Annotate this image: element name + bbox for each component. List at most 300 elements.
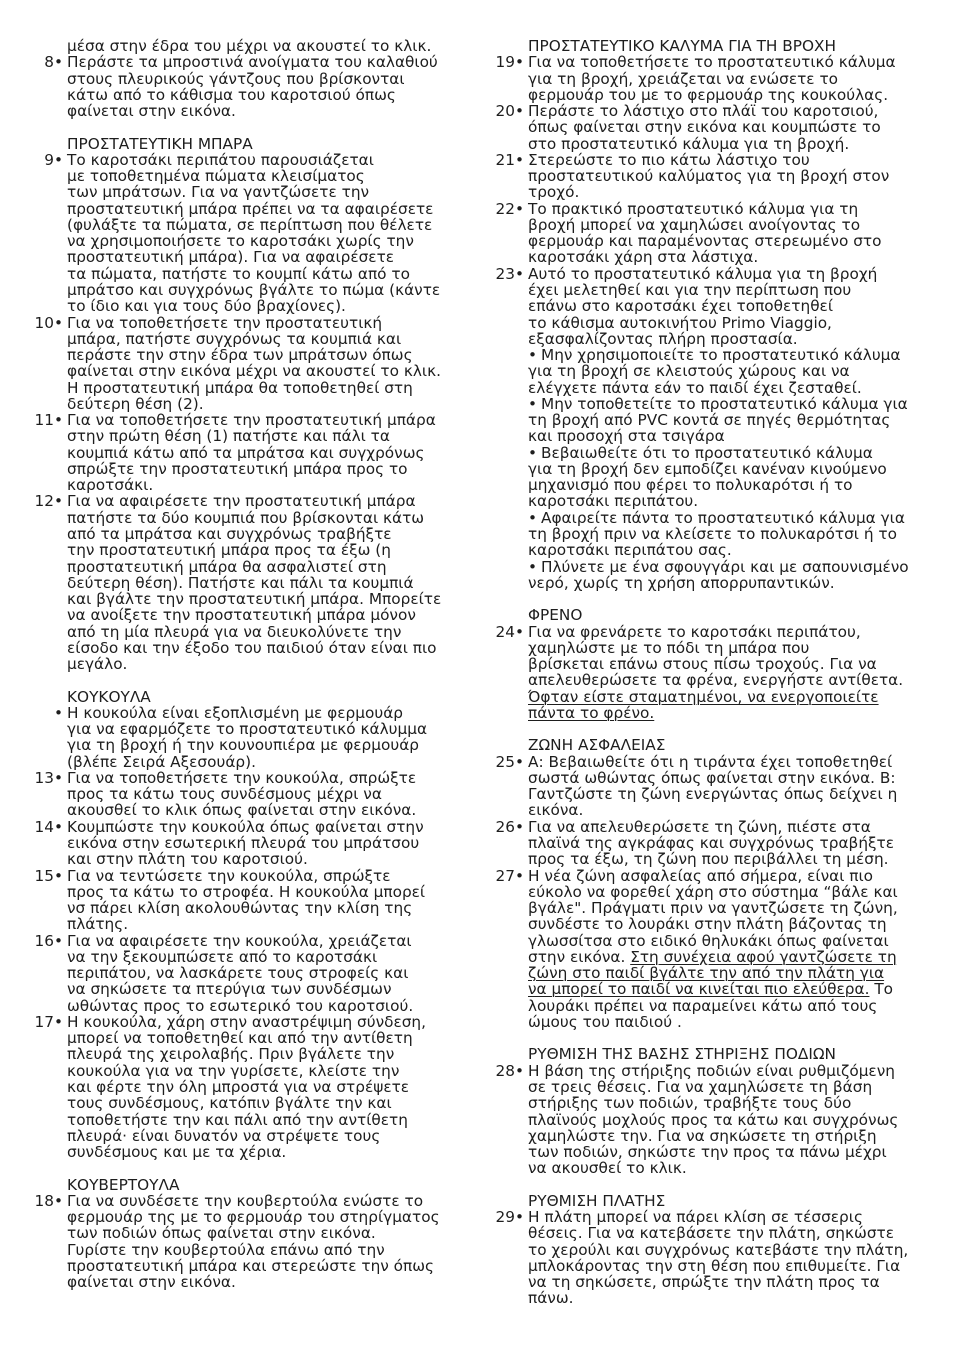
- text-line: [67, 868, 463, 884]
- text-line: [67, 851, 463, 867]
- line-text: μπράτσο και συγχρόνως βγάλτε το πώμα (κάντε: [67, 280, 441, 299]
- text-line: [67, 721, 463, 737]
- line-text: πατήστε τα δύο κουμπιά που βρίσκονται κάτω: [67, 508, 425, 527]
- text-line: [67, 461, 463, 477]
- line-text: στο προστατευτικό κάλυμα για τη βροχή.: [528, 134, 850, 153]
- line-text: Βεβαιωθείτε ότι το προστατευτικό κάλυμα: [541, 443, 873, 462]
- line-text: τους συνδέσμους, κατόπιν βγάλτε την και: [67, 1094, 392, 1113]
- text-line: [67, 249, 463, 265]
- step-marker: 18•: [34, 1191, 63, 1210]
- line-text: Η κουκούλα, χάρη στην αναστρέψιμη σύνδεση,: [67, 1012, 426, 1031]
- text-line: [528, 916, 924, 932]
- text-line: [67, 998, 463, 1014]
- text-line: [528, 266, 924, 282]
- line-text: Για να τοποθετήσετε την προστατευτική: [67, 313, 383, 332]
- line-text: μηχανισμό που φέρει το πολυκαρότσι ή το: [528, 476, 853, 495]
- text-line: [67, 559, 463, 575]
- line-text: να σηκώσετε τα πτερύγια των συνδέσμων: [67, 980, 392, 999]
- line-text: καροτσάκι.: [67, 476, 154, 495]
- instruction-step: [33, 54, 463, 119]
- line-text: πάνω.: [528, 1289, 574, 1308]
- instruction-step: [33, 315, 463, 413]
- text-line: [67, 900, 463, 916]
- text-line: [67, 152, 463, 168]
- text-line: [528, 770, 924, 786]
- text-line: [67, 298, 463, 314]
- text-line: [528, 1258, 924, 1274]
- step-marker: 27•: [495, 866, 524, 885]
- line-text: και προσοχή στα τσιγάρα: [528, 427, 725, 446]
- bullet-icon: •: [528, 394, 538, 413]
- text-line: [67, 266, 463, 282]
- section-heading: ΡΥΘΜΙΣΗ ΤΗΣ ΒΑΣΗΣ ΣΤΗΡΙΞΗΣ ΠΟΔΙΩΝ: [528, 1045, 836, 1064]
- line-text: Αφαιρείτε πάντα το προστατευτικό κάλυμα για: [541, 508, 905, 527]
- text-line: [67, 656, 463, 672]
- text-line: [528, 315, 924, 331]
- step-marker: 14•: [34, 817, 63, 836]
- text-line: [528, 428, 924, 444]
- bullet-icon: •: [528, 557, 538, 576]
- text-line: [528, 526, 924, 542]
- line-text: όπως φαίνεται στην εικόνα και κουμπώστε το: [528, 118, 881, 137]
- text-line: [67, 168, 463, 184]
- instruction-step: [33, 705, 463, 770]
- text-line: [67, 819, 463, 835]
- step-marker: •: [53, 703, 63, 722]
- line-text: βγάλε". Πράγματι πριν να γαντζώσετε τη ζώνη,: [528, 899, 898, 918]
- text-line: [528, 54, 924, 70]
- line-text: περάστε την στην έδρα των μπράτσων όπως: [67, 346, 413, 365]
- line-text: Αυτό το προστατευτικό κάλυμα για τη βροχή: [528, 264, 878, 283]
- step-marker: 29•: [495, 1208, 524, 1227]
- text-line: [528, 396, 924, 412]
- text-line: [67, 363, 463, 379]
- text-line: [528, 201, 924, 217]
- line-text: Πλύνετε με ένα σφουγγάρι και με σαπουνισμένο: [541, 557, 909, 576]
- line-text: να τη σηκώσετε, σπρώξτε την πλάτη προς τα: [528, 1273, 880, 1292]
- text-line: [528, 71, 924, 87]
- left-column: [33, 38, 463, 1290]
- text-line: [528, 380, 924, 396]
- text-line: [67, 1209, 463, 1225]
- line-text: πλαϊνούς μοχλούς προς τα κάτω και συγχρόνως: [528, 1110, 899, 1129]
- line-text: φαίνεται στην εικόνα.: [67, 102, 236, 121]
- line-text: κουμπιά κάτω από τα μπράτσα και συγχρόνως: [67, 443, 425, 462]
- step-marker: 19•: [495, 53, 524, 72]
- text-line: [528, 1225, 924, 1241]
- text-line: [528, 103, 924, 119]
- text-line: [67, 916, 463, 932]
- text-line: [67, 1079, 463, 1095]
- line-text: προστατευτικού καλύματος για τη βροχή στον: [528, 167, 890, 186]
- line-text: Για να τοποθετήσετε το προστατευτικό κάλυμα: [528, 53, 896, 72]
- text-line: [67, 884, 463, 900]
- line-text: Μην χρησιμοποιείτε το προστατευτικό κάλυμα: [541, 346, 901, 365]
- line-text: ακουσθεί το κλικ όπως φαίνεται στην εικόνα.: [67, 801, 417, 820]
- text-line: [528, 933, 924, 949]
- text-line: [67, 54, 463, 70]
- text-line: [67, 331, 463, 347]
- text-line: [528, 656, 924, 672]
- text-line: [67, 1144, 463, 1160]
- text-line: [67, 217, 463, 233]
- line-text: πλαϊνά της αγκράφας και συγχρόνως τραβήξτε: [528, 834, 895, 853]
- line-text: να ανοίξετε την προστατευτική μπάρα μόνον: [67, 606, 416, 625]
- text-line: [528, 900, 924, 916]
- instruction-step: [494, 54, 924, 103]
- text-line: [67, 591, 463, 607]
- line-text: εξασφαλίζοντας πλήρη προστασία.: [528, 329, 798, 348]
- line-text: Περάστε τα μπροστινά ανοίγματα του καλαθιού: [67, 53, 438, 72]
- text-line: [67, 1258, 463, 1274]
- text-line: [67, 705, 463, 721]
- line-text: των ποδιών, σηκώστε την προς τα πάνω μέχρι: [528, 1143, 887, 1162]
- step-marker: 9•: [44, 150, 63, 169]
- line-text: μεγάλο.: [67, 655, 128, 674]
- line-text: χαμηλώστε την. Για να σηκώσετε τη στήριξη: [528, 1126, 877, 1145]
- line-text: προστατευτική μπάρα). Για να αφαιρέσετε: [67, 248, 395, 267]
- text-line: [528, 1209, 924, 1225]
- line-text: να ακουσθεί το κλικ.: [528, 1159, 687, 1178]
- line-text: θέσεις. Για να κατεβάσετε την πλάτη, σηκώστε: [528, 1224, 895, 1243]
- bullet-note: [494, 347, 924, 396]
- line-text: σε τρεις θέσεις. Για να χαμηλώσετε τη βάση: [528, 1078, 873, 1096]
- text-line: [528, 298, 924, 314]
- text-line: [528, 949, 924, 965]
- step-marker: 12•: [34, 492, 63, 511]
- text-line: [528, 152, 924, 168]
- text-line: [528, 672, 924, 688]
- instruction-step: [494, 266, 924, 347]
- line-text: Η πλάτη μπορεί να πάρει κλίση σε τέσσερις: [528, 1208, 863, 1227]
- text-line: [67, 981, 463, 997]
- line-text: περιπάτου, να λασκάρετε τους στροφείς και: [67, 964, 409, 983]
- text-line: [528, 559, 924, 575]
- line-text: φαίνεται στην εικόνα.: [67, 1273, 236, 1292]
- underlined-text: Όφταν είστε σταματημένοι, να ενεργοποιείτε: [528, 687, 879, 706]
- text-line: [528, 412, 924, 428]
- instruction-step: [494, 201, 924, 266]
- text-line: [67, 737, 463, 753]
- instruction-step: [33, 1014, 463, 1160]
- line-text: Η προστατευτική μπάρα θα τοποθετηθεί στη: [67, 378, 413, 397]
- continued-text: [33, 38, 463, 54]
- line-text: καροτσάκι περιπάτου.: [528, 492, 699, 511]
- line-text: ωθώντας προς το εσωτερικό του καροτσιού.: [67, 996, 414, 1015]
- step-marker: 26•: [495, 817, 524, 836]
- line-text: νσ πάρει κλίση ακολουθώντας την κλίση της: [67, 899, 413, 918]
- line-text: και βγάλτε την προστατευτική μπάρα. Μπορείτε: [67, 590, 442, 609]
- line-text: Για να συνδέσετε την κουβερτούλα ενώστε το: [67, 1191, 424, 1210]
- step-marker: 20•: [495, 102, 524, 121]
- line-text: Το: [869, 980, 894, 999]
- text-line: [67, 624, 463, 640]
- text-line: [67, 1063, 463, 1079]
- text-line: [528, 981, 924, 997]
- instruction-step: [494, 819, 924, 868]
- text-line: [528, 998, 924, 1014]
- text-line: [67, 526, 463, 542]
- text-line: [528, 965, 924, 981]
- line-text: (βλέπε Σειρά Αξεσουάρ).: [67, 752, 256, 771]
- line-text: κουκούλα για να την γυρίσετε, κλείστε την: [67, 1061, 400, 1080]
- step-marker: 22•: [495, 199, 524, 218]
- section-heading: ΠΡΟΣΤΑΤΕΥΤΙΚΟ ΚΑΛΥΜΑ ΓΙΑ ΤΗ ΒΡΟΧΗ: [528, 37, 837, 55]
- line-text: το ίδιο και για τους δύο βραχίονες).: [67, 297, 346, 316]
- line-text: βρίσκεται επάνω στους πίσω τροχούς. Για να: [528, 655, 877, 674]
- text-line: [528, 754, 924, 770]
- line-text: φερμουάρ του με το φερμουάρ της κουκούλας.: [528, 85, 889, 104]
- text-line: [528, 819, 924, 835]
- text-line: [67, 575, 463, 591]
- underlined-text: πάντα το φρένο.: [528, 703, 655, 722]
- text-line: [67, 184, 463, 200]
- text-line: [528, 184, 924, 200]
- line-text: τη βροχή από PVC κοντά σε πηγές θερμότητας: [528, 411, 891, 430]
- instruction-step: [33, 933, 463, 1014]
- line-text: εύκολο να φορεθεί χάρη στο σύστημα “βάλε και: [528, 882, 898, 901]
- line-text: και φέρτε την όλη μπροστά για να στρέψετε: [67, 1078, 410, 1096]
- line-text: και στην πλάτη του καροτσιού.: [67, 850, 308, 869]
- line-text: τοποθετήστε την και πάλι από την αντίθετη: [67, 1110, 408, 1129]
- text-line: [67, 965, 463, 981]
- bullet-note: [494, 445, 924, 510]
- line-text: το χερούλι και συγχρόνως κατεβάστε την πλάτη,: [528, 1240, 909, 1259]
- text-line: [528, 1274, 924, 1290]
- text-line: [528, 1160, 924, 1176]
- line-text: των ποδιών όπως φαίνεται στην εικόνα.: [67, 1224, 376, 1243]
- instruction-step: [494, 754, 924, 819]
- text-line: [67, 412, 463, 428]
- text-line: [528, 835, 924, 851]
- line-text: Μην τοποθετείτε το προστατευτικό κάλυμα για: [541, 394, 908, 413]
- line-text: πλευρά· είναι δυνατόν να στρέψετε τους: [67, 1126, 381, 1145]
- instruction-step: [494, 1209, 924, 1307]
- text-line: [67, 1046, 463, 1062]
- step-marker: 28•: [495, 1061, 524, 1080]
- bullet-note: [494, 559, 924, 592]
- line-text: επάνω στο καροτσάκι έχει τοποθετηθεί: [528, 297, 833, 316]
- text-line: [528, 347, 924, 363]
- text-line: [528, 1063, 924, 1079]
- line-text: να χρησιμοποιήσετε το καροτσάκι χωρίς την: [67, 232, 414, 251]
- line-text: για τη βροχή σε κλειστούς χώρους και να: [528, 362, 850, 381]
- line-text: καροτσάκι χάρη στα λάστιχα.: [528, 248, 759, 267]
- line-text: σπρώξτε την προστατευτική μπάρα προς το: [67, 459, 408, 478]
- line-text: τα πώματα, πατήστε το κουμπί κάτω από το: [67, 264, 410, 283]
- line-text: γλωσσίτσα στο ειδικό θηλυκάκι όπως φαίνεται: [528, 931, 889, 950]
- text-line: [67, 1014, 463, 1030]
- line-text: προς τα κάτω τους συνδέσμους μέχρι να: [67, 785, 382, 804]
- text-line: [67, 754, 463, 770]
- line-text: την προστατευτική μπάρα προς τα έξω (η: [67, 541, 391, 560]
- text-line: [67, 87, 463, 103]
- text-line: [528, 640, 924, 656]
- text-line: [67, 38, 463, 54]
- text-line: [67, 103, 463, 119]
- text-line: [528, 868, 924, 884]
- line-text: μέσα στην έδρα του μέχρι να ακουστεί το κλικ.: [67, 37, 432, 55]
- text-line: [67, 380, 463, 396]
- text-line: [67, 282, 463, 298]
- line-text: Για να τοποθετήσετε την κουκούλα, σπρώξτε: [67, 768, 417, 787]
- line-text: πλάτης.: [67, 915, 129, 934]
- line-text: φερμουάρ και παραμένοντας στερεωμένο στο: [528, 232, 882, 251]
- bullet-icon: •: [528, 443, 538, 462]
- line-text: για τη βροχή ή την κουνουπιέρα με φερμουάρ: [67, 736, 419, 755]
- bullet-note: [494, 396, 924, 445]
- step-marker: 21•: [495, 150, 524, 169]
- text-line: [528, 510, 924, 526]
- line-text: απελευθερώσετε τα φρένα, ενεργήστε αντίθετα.: [528, 671, 904, 690]
- text-line: [528, 884, 924, 900]
- text-line: [67, 640, 463, 656]
- line-text: Γαντζώστε τη ζώνη ενεργώντας όπως δείχνει η: [528, 785, 898, 804]
- line-text: πλευρά της χειρολαβής. Πριν βγάλετε την: [67, 1045, 395, 1064]
- line-text: (φυλάξτε τα πώματα, σε περίπτωση που θέλετε: [67, 215, 433, 234]
- text-line: [67, 493, 463, 509]
- instruction-step: [494, 1063, 924, 1177]
- text-line: [528, 689, 924, 705]
- instruction-step: [33, 1193, 463, 1291]
- text-line: [528, 1128, 924, 1144]
- section-heading: ΚΟΥΒΕΡΤΟΥΛΑ: [67, 1175, 180, 1194]
- line-text: το κάθισμα αυτοκινήτου Primo Viaggio,: [528, 313, 832, 332]
- step-marker: 24•: [495, 622, 524, 641]
- line-text: συνδέστε το λουράκι στην πλάτη βάζοντας τη: [528, 915, 887, 934]
- instruction-step: [33, 412, 463, 493]
- underlined-text: να μπορεί το παιδί να κινείται πιο ελεύθερα.: [528, 980, 870, 999]
- line-text: των μπράτσων. Για να γαντζώσετε την: [67, 183, 370, 202]
- line-text: συνδέσμους και με τα χέρια.: [67, 1143, 287, 1162]
- text-line: [67, 1193, 463, 1209]
- text-line: [67, 835, 463, 851]
- text-line: [67, 1242, 463, 1258]
- text-line: [67, 607, 463, 623]
- line-text: Για να φρενάρετε το καροτσάκι περιπάτου,: [528, 622, 861, 641]
- instruction-step: [33, 493, 463, 672]
- instruction-step: [33, 152, 463, 315]
- line-text: στην πρώτη θέση (1) πατήστε και πάλι τα: [67, 427, 390, 446]
- step-marker: 15•: [34, 866, 63, 885]
- text-line: [67, 71, 463, 87]
- line-text: φερμουάρ της με το φερμουάρ του στηρίγματος: [67, 1208, 440, 1227]
- line-text: με τοποθετημένα πώματα κλεισίματος: [67, 167, 365, 186]
- step-marker: 17•: [34, 1012, 63, 1031]
- text-line: [528, 851, 924, 867]
- text-line: [528, 1112, 924, 1128]
- line-text: δεύτερη θέση (2).: [67, 394, 204, 413]
- text-line: [528, 802, 924, 818]
- line-text: από τα μπράτσα και συγχρόνως τραβήξτε: [67, 524, 392, 543]
- line-text: από τη μία πλευρά για να διευκολύνετε την: [67, 622, 402, 641]
- line-text: Η κουκούλα είναι εξοπλισμένη με φερμουάρ: [67, 703, 403, 722]
- text-line: [528, 1095, 924, 1111]
- line-text: Γυρίστε την κουβερτούλα επάνω από την: [67, 1240, 385, 1259]
- bullet-icon: •: [528, 346, 538, 365]
- instruction-step: [33, 819, 463, 868]
- line-text: είσοδο και την έξοδο του παιδιού όταν είναι πιο: [67, 638, 437, 657]
- line-text: χαμηλώστε με το πόδι τη μπάρα που: [528, 638, 810, 657]
- step-marker: 13•: [34, 768, 63, 787]
- text-line: [67, 396, 463, 412]
- line-text: βροχή μπορεί να χαμηλώσει ανοίγοντας το: [528, 215, 861, 234]
- line-text: προς τα έξω, τη ζώνη που περιβάλλει τη μέση.: [528, 850, 889, 869]
- line-text: Για να τοποθετήσετε την προστατευτική μπάρα: [67, 411, 436, 430]
- step-marker: 16•: [34, 931, 63, 950]
- right-column: [494, 38, 924, 1307]
- section-heading: ΖΩΝΗ ΑΣΦΑΛΕΙΑΣ: [528, 736, 666, 755]
- text-line: [67, 542, 463, 558]
- step-marker: 8•: [44, 53, 63, 72]
- text-line: [67, 315, 463, 331]
- text-line: [528, 445, 924, 461]
- instruction-step: [494, 868, 924, 1031]
- text-line: [528, 575, 924, 591]
- text-line: [528, 331, 924, 347]
- line-text: ελέγχετε πάντα εάν το παιδί έχει ζεσταθεί.: [528, 378, 862, 397]
- section-heading: ΠΡΟΣΤΑΤΕΥΤΙΚΗ ΜΠΑΡΑ: [67, 134, 253, 153]
- underlined-text: Στη συνέχεια αφού γαντζώσετε τη: [630, 947, 897, 966]
- text-line: [528, 542, 924, 558]
- section-heading: ΡΥΘΜΙΣΗ ΠΛΑΤΗΣ: [528, 1191, 666, 1210]
- underlined-text: ζώνη στο παιδί βγάλτε την από την πλάτη για: [528, 964, 885, 983]
- text-line: [67, 347, 463, 363]
- step-marker: 10•: [34, 313, 63, 332]
- text-line: [528, 217, 924, 233]
- line-text: για να εφαρμόζετε το προστατευτικό κάλυμμα: [67, 720, 428, 739]
- line-text: προς τα κάτω το στροφέα. Η κουκούλα μπορεί: [67, 882, 426, 901]
- text-line: [528, 87, 924, 103]
- text-line: [67, 1225, 463, 1241]
- text-line: [67, 445, 463, 461]
- line-text: μπορεί να τοποθετηθεί και από την αντίθετη: [67, 1029, 413, 1048]
- line-text: μπάρα, πατήστε συγχρόνως τα κουμπιά και: [67, 329, 402, 348]
- text-line: [528, 461, 924, 477]
- line-text: προστατευτική μπάρα πρέπει να τα αφαιρέσετε: [67, 199, 434, 218]
- bullet-note: [494, 510, 924, 559]
- instruction-step: [494, 152, 924, 201]
- line-text: Για να απελευθερώσετε τη ζώνη, πιέστε στα: [528, 817, 871, 836]
- text-line: [67, 1128, 463, 1144]
- line-text: για τη βροχή δεν εμποδίζει κανέναν κινούμενο: [528, 459, 887, 478]
- line-text: προστατευτική μπάρα και στερεώστε την όπως: [67, 1256, 435, 1275]
- line-text: νερό, χωρίς τη χρήση απορρυπαντικών.: [528, 573, 835, 592]
- line-text: μπλοκάροντας την στη θέση που επιθυμείτε. Για: [528, 1256, 901, 1275]
- text-line: [528, 168, 924, 184]
- line-text: για τη βροχή, χρειάζεται να ενώσετε το: [528, 69, 839, 88]
- line-text: τη βροχή πριν να κλείσετε το πολυκαρότσι ή το: [528, 524, 897, 543]
- line-text: λουράκι πρέπει να παραμείνει κάτω από τους: [528, 996, 878, 1015]
- text-line: [528, 477, 924, 493]
- text-line: [67, 933, 463, 949]
- line-text: Για να αφαιρέσετε την προστατευτική μπάρα: [67, 492, 416, 511]
- line-text: ώμους του παιδιού .: [528, 1012, 682, 1031]
- line-text: Για να τεντώσετε την κουκούλα, σπρώξτε: [67, 866, 391, 885]
- line-text: σωστά ωθώντας όπως φαίνεται στην εικόνα. Β:: [528, 768, 896, 787]
- section-heading: ΚΟΥΚΟΥΛΑ: [67, 687, 151, 706]
- line-text: προστατευτική μπάρα θα ασφαλιστεί στη: [67, 557, 387, 576]
- line-text: φαίνεται στην εικόνα μέχρι να ακουστεί το κλικ.: [67, 362, 441, 381]
- section-heading: ΦΡΕΝΟ: [528, 606, 583, 625]
- text-line: [528, 1290, 924, 1306]
- text-line: [67, 949, 463, 965]
- line-text: στους πλευρικούς γάντζους που βρίσκονται: [67, 69, 405, 88]
- line-text: εικόνα στην εσωτερική πλευρά του μπράτσου: [67, 834, 420, 853]
- text-line: [67, 233, 463, 249]
- step-marker: 25•: [495, 752, 524, 771]
- line-text: Για να αφαιρέσετε την κουκούλα, χρειάζεται: [67, 931, 412, 950]
